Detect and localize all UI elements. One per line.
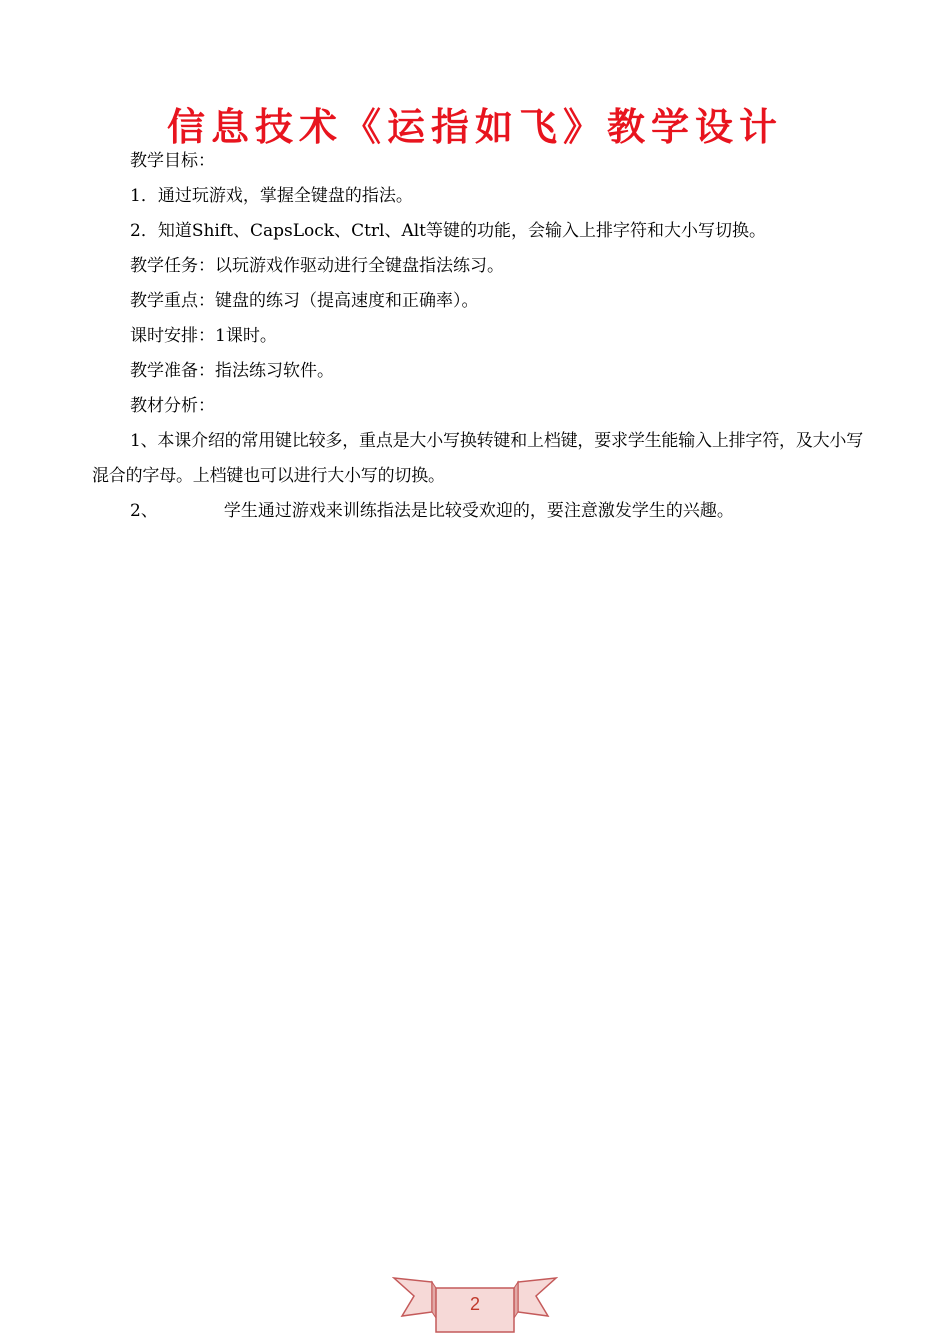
text-line: 教学重点：键盘的练习（提高速度和正确率）。 bbox=[130, 291, 479, 311]
text-line: 教学目标： bbox=[130, 151, 215, 171]
text-line: 教材分析： bbox=[130, 396, 215, 416]
page-title: 信息技术《运指如飞》教学设计 bbox=[166, 105, 783, 149]
page-number-badge bbox=[392, 1272, 558, 1338]
paragraph: 1、本课介绍的常用键比较多，重点是大小写换转键和上档键，要求学生能输入上排字符，及大小写混合的字母。上档键也可以进行大小写的切换。 bbox=[92, 431, 864, 486]
page-number: 2 bbox=[469, 1294, 480, 1314]
text-line: 1．通过玩游戏，掌握全键盘的指法。 bbox=[130, 186, 413, 206]
text-line: 2．知道Shift、CapsLock、Ctrl、Alt等键的功能，会输入上排字符和大小写切换。 bbox=[130, 221, 767, 241]
text-line: 教学任务：以玩游戏作驱动进行全键盘指法练习。 bbox=[130, 256, 504, 276]
text-line: 教学准备：指法练习软件。 bbox=[130, 361, 334, 381]
list-item bbox=[92, 494, 872, 529]
text-line: 课时安排：1课时。 bbox=[130, 326, 277, 346]
list-item-text: 学生通过游戏来训练指法是比较受欢迎的，要注意激发学生的兴趣。 bbox=[223, 501, 734, 521]
list-item-number: 2、 bbox=[130, 501, 158, 521]
document-body bbox=[92, 144, 872, 529]
